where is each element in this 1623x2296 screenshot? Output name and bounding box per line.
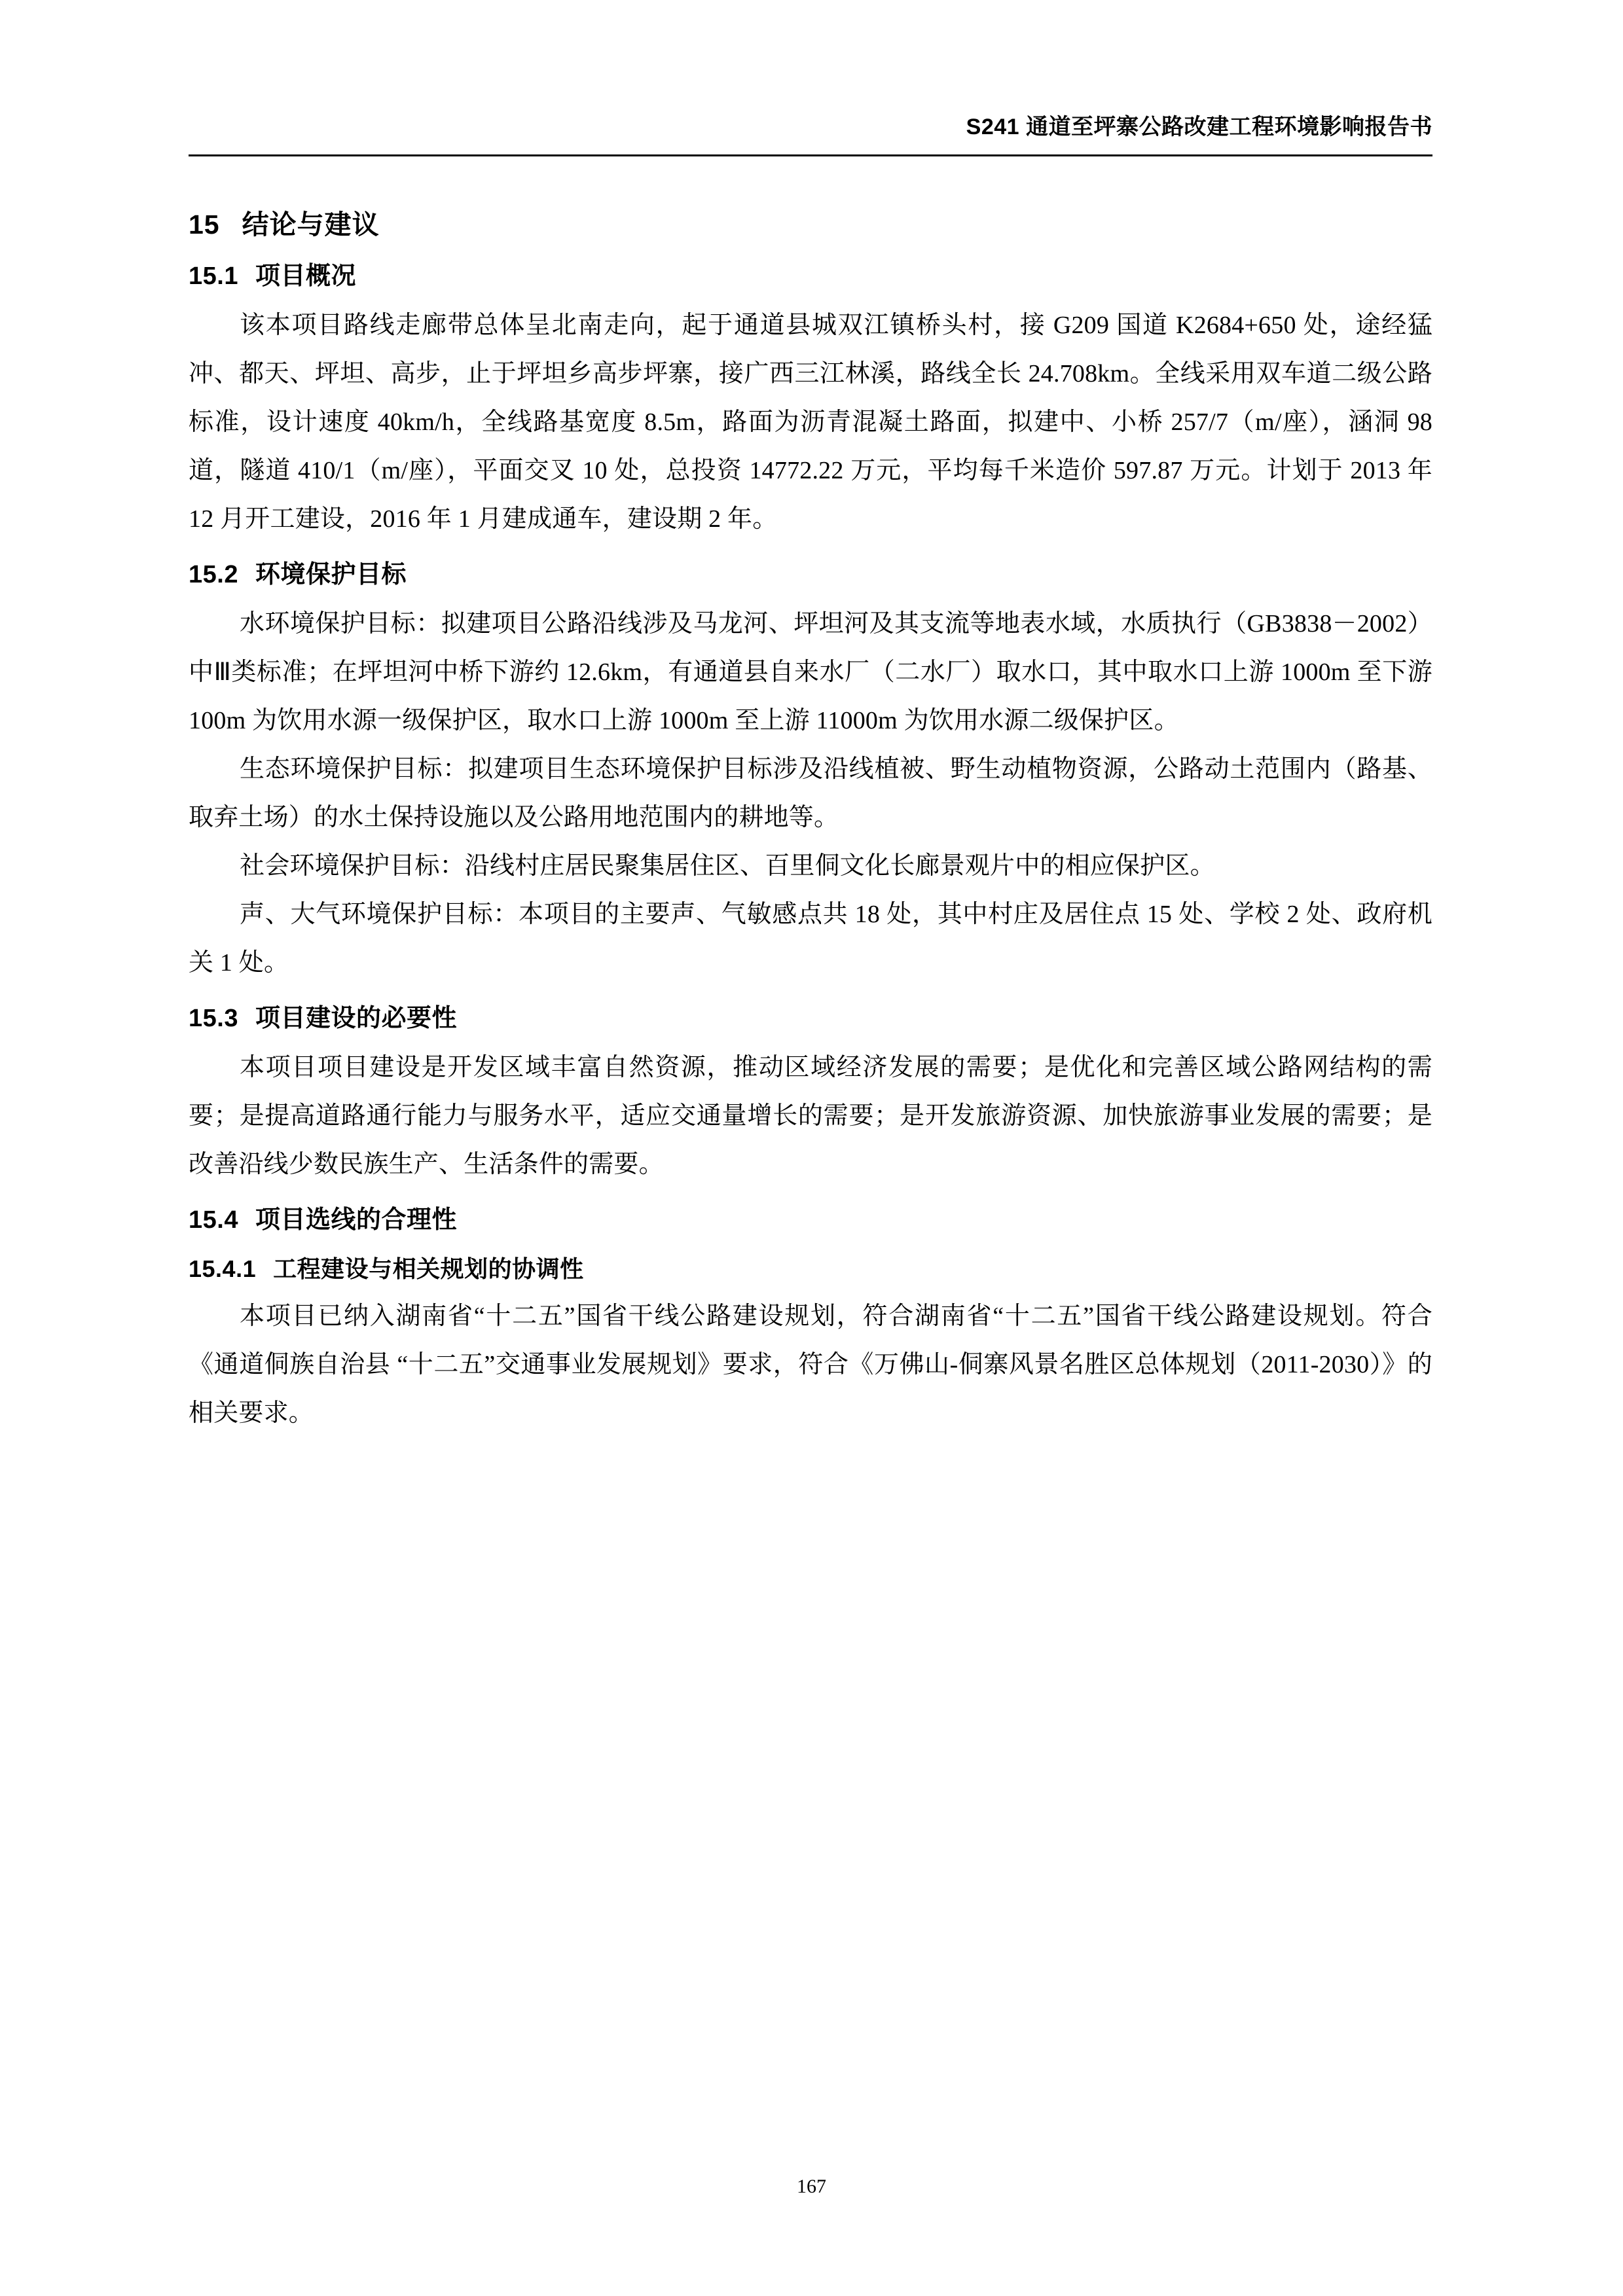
paragraph: 声、大气环境保护目标：本项目的主要声、气敏感点共 18 处，其中村庄及居住点 15 处、学校 2 处、政府机关 1 处。 bbox=[189, 901, 1432, 977]
heading-15-4-1-number: 15.4.1 bbox=[189, 1255, 257, 1282]
heading-15-1-title: 项目概况 bbox=[255, 262, 356, 290]
heading-15-4-1 bbox=[189, 1250, 1432, 1288]
heading-15-4-1-title: 工程建设与相关规划的协调性 bbox=[273, 1255, 584, 1282]
heading-15-2-title: 环境保护目标 bbox=[255, 561, 407, 588]
paragraph: 该本项目路线走廊带总体呈北南走向，起于通道县城双江镇桥头村，接 G209 国道 K2684+650 处，途经猛冲、都天、坪坦、高步，止于坪坦乡高步坪寨，接广西三江林溪，路线全长 24.708km。全线采用双车道二级公路标准，设计速度 40km/h，全线路基宽度 8.5m，路面为沥青混凝土路面，拟建中、小桥 257/7（m/座），涵洞 98 道，隧道 410/1（m/座），平面交叉 10 处，总投资 14772.22 万元，平均每千米造价 597.87 万元。计划于 2013 年 12 月开工建设，2016 年 1 月建成通车，建设期 2 年。 bbox=[189, 312, 1432, 533]
heading-15-1-number: 15.1 bbox=[189, 262, 238, 290]
heading-15-number: 15 bbox=[189, 209, 220, 240]
heading-15-4-title: 项目选线的合理性 bbox=[255, 1206, 457, 1234]
heading-15-2-number: 15.2 bbox=[189, 561, 238, 588]
heading-15-2 bbox=[189, 555, 1432, 594]
paragraph: 本项目已纳入湖南省“十二五”国省干线公路建设规划，符合湖南省“十二五”国省干线公路建设规划。符合《通道侗族自治县 “十二五”交通事业发展规划》要求，符合《万佛山-侗寨风景名胜区总体规划（2011-2030）》的相关要求。 bbox=[189, 1302, 1432, 1427]
page-number: 167 bbox=[797, 2176, 826, 2197]
paragraph: 水环境保护目标：拟建项目公路沿线涉及马龙河、坪坦河及其支流等地表水域，水质执行（GB3838－2002）中Ⅲ类标准；在坪坦河中桥下游约 12.6km，有通道县自来水厂（二水厂）取水口，其中取水口上游 1000m 至下游 100m 为饮用水源一级保护区，取水口上游 1000m 至上游 11000m 为饮用水源二级保护区。 bbox=[189, 610, 1432, 734]
heading-15-title: 结论与建议 bbox=[242, 209, 380, 240]
heading-15-1 bbox=[189, 257, 1432, 296]
paragraph: 生态环境保护目标：拟建项目生态环境保护目标涉及沿线植被、野生动植物资源，公路动土范围内（路基、取弃土场）的水土保持设施以及公路用地范围内的耕地等。 bbox=[189, 755, 1432, 831]
header-divider bbox=[189, 154, 1432, 156]
header-title: S241 通道至坪寨公路改建工程环境影响报告书 bbox=[966, 115, 1432, 139]
heading-15-3-number: 15.3 bbox=[189, 1005, 238, 1032]
page-header bbox=[189, 111, 1432, 174]
heading-15-4 bbox=[189, 1200, 1432, 1240]
paragraph: 社会环境保护目标：沿线村庄居民聚集居住区、百里侗文化长廊景观片中的相应保护区。 bbox=[240, 852, 1215, 880]
heading-15-3 bbox=[189, 999, 1432, 1038]
heading-15-3-title: 项目建设的必要性 bbox=[255, 1005, 457, 1032]
heading-15 bbox=[189, 204, 1432, 245]
heading-15-4-number: 15.4 bbox=[189, 1206, 238, 1234]
paragraph: 本项目项目建设是开发区域丰富自然资源，推动区域经济发展的需要；是优化和完善区域公路网结构的需要；是提高道路通行能力与服务水平，适应交通量增长的需要；是开发旅游资源、加快旅游事业发展的需要；是改善沿线少数民族生产、生活条件的需要。 bbox=[189, 1054, 1432, 1178]
page-content bbox=[189, 111, 1432, 1437]
